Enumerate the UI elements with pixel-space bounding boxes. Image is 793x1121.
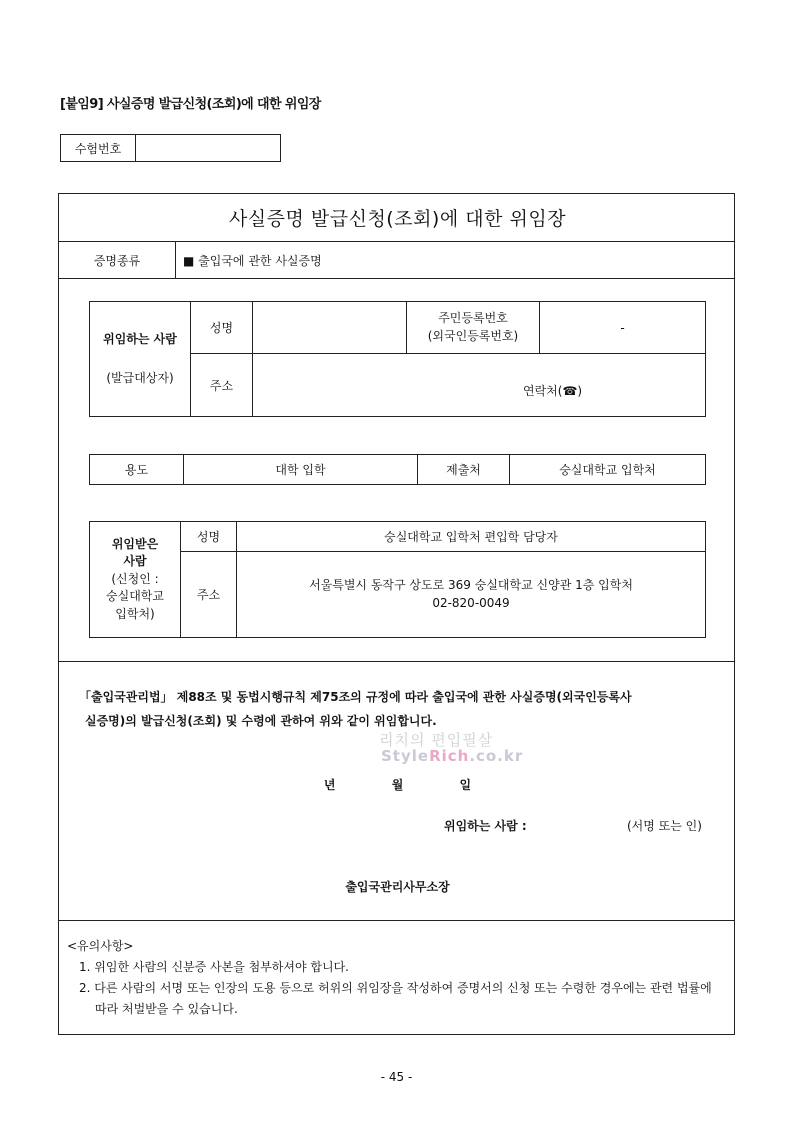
delegator-role-sub: (발급대상자) [106, 371, 174, 385]
delegate-name-value: 숭실대학교 입학처 편입학 담당자 [237, 522, 706, 552]
submit-value: 숭실대학교 입학처 [510, 455, 706, 485]
office-name: 출입국관리사무소장 [345, 880, 450, 894]
resident-label-line1: 주민등록번호 [438, 311, 508, 326]
delegator-table [89, 301, 706, 417]
purpose-value: 대학 입학 [184, 455, 418, 485]
delegator-name-label: 성명 [191, 302, 253, 354]
delegate-role-label-2: 사람 [123, 554, 147, 569]
watermark-site-b: Rich [429, 747, 470, 765]
cert-type-label: 증명종류 [59, 242, 176, 278]
notes-section [67, 936, 727, 1020]
divider [59, 278, 734, 279]
delegate-role-sub-1: (신청인 : [111, 571, 159, 586]
delegator-contact-label: 연락처(☎) [523, 384, 583, 398]
delegate-name-label: 성명 [181, 522, 237, 552]
declaration [79, 685, 719, 733]
delegate-address-cell [237, 552, 706, 638]
date-month: 월 [391, 778, 404, 792]
delegator-address-label: 주소 [191, 354, 253, 417]
notes-item-1: 1. 위임한 사람의 신분증 사본을 첨부하셔야 합니다. [79, 960, 349, 974]
declaration-line-2: 실증명)의 발급신청(조회) 및 수령에 관하여 위와 같이 위임합니다. [85, 714, 437, 728]
watermark-site-c: .co.kr [469, 747, 524, 765]
divider [59, 661, 734, 662]
declaration-line-1: 「출입국관리법」 제88조 및 동법시행규칙 제75조의 규정에 따라 출입국에 관한 사실증명(외국인등록사 [79, 690, 632, 704]
purpose-table [89, 454, 706, 485]
form-title: 사실증명 발급신청(조회)에 대한 위임장 [228, 208, 567, 230]
exam-number-field[interactable] [136, 135, 281, 162]
delegate-phone-value: 02-820-0049 [432, 595, 510, 610]
resident-label-line2: (외국인등록번호) [427, 328, 519, 343]
watermark-text: 리치의 편입필살 [379, 731, 494, 749]
delegate-address-value: 서울특별시 동작구 상도로 369 숭실대학교 신양관 1층 입학처 [309, 578, 633, 593]
cert-type-value: ■ 출입국에 관한 사실증명 [183, 253, 322, 268]
delegator-resident-label [407, 302, 540, 354]
signature-label: 위임하는 사람 : [444, 819, 527, 833]
submit-label: 제출처 [418, 455, 510, 485]
delegator-role-label: 위임하는 사람 [103, 331, 177, 346]
delegate-table [89, 521, 706, 638]
delegate-address-label: 주소 [181, 552, 237, 638]
power-of-attorney-form [58, 193, 735, 1035]
delegator-address-field[interactable] [253, 354, 706, 417]
notes-item-2: 2. 다른 사람의 서명 또는 인장의 도용 등으로 허위의 위임장을 작성하여 증명서의 신청 또는 수령한 경우에는 관련 법률에 따라 처벌받을 수 있습니다. [79, 981, 712, 1016]
signature-mark: (서명 또는 인) [627, 819, 702, 833]
watermark-site-a: Style [381, 747, 430, 765]
date-year: 년 [323, 778, 336, 792]
notes-title: <유의사항> [67, 939, 134, 953]
delegator-name-field[interactable] [253, 302, 407, 354]
delegate-role-sub-2: 숭실대학교 [106, 589, 164, 604]
purpose-label: 용도 [90, 455, 184, 485]
watermark-site [381, 747, 523, 765]
exam-number-table [60, 134, 281, 162]
exam-number-label: 수험번호 [61, 135, 136, 162]
divider [59, 920, 734, 921]
delegate-role-cell [90, 522, 181, 638]
date-line [59, 776, 736, 793]
delegate-role-sub-3: 입학처) [115, 606, 155, 621]
page-number: - 45 - [380, 1070, 413, 1084]
delegator-resident-field[interactable]: - [540, 302, 706, 354]
delegator-role-cell [90, 302, 191, 417]
page-heading: [붙임9] 사실증명 발급신청(조회)에 대한 위임장 [60, 97, 321, 112]
delegate-role-label-1: 위임받은 [111, 537, 159, 552]
date-day: 일 [459, 778, 472, 792]
